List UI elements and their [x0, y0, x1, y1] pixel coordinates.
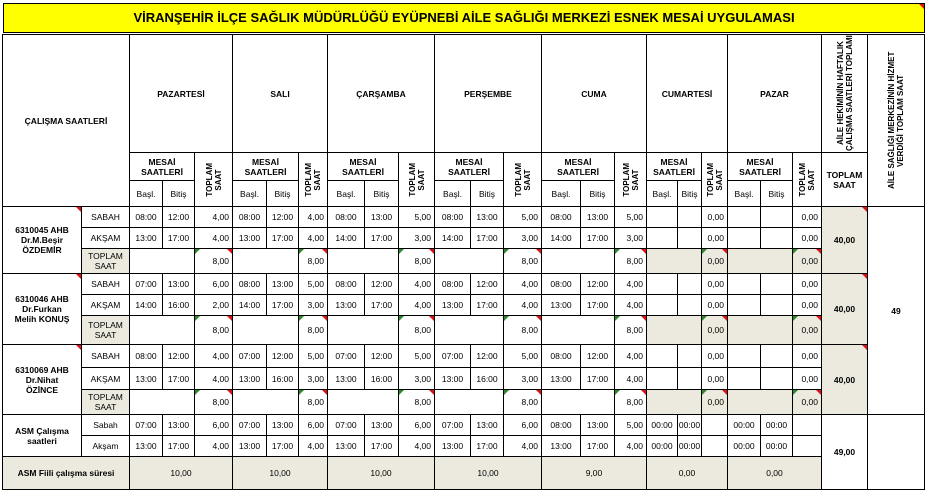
asm-start-time[interactable]: 00:00: [728, 415, 761, 436]
fiili-value: 10,00: [130, 457, 233, 490]
end-time[interactable]: [678, 274, 702, 295]
shift-total: 3,00: [299, 368, 328, 390]
shift-total: 0,00: [793, 345, 822, 368]
end-time[interactable]: [678, 207, 702, 228]
shift-total: 4,00: [195, 368, 233, 390]
toplam-saat-header: [793, 153, 822, 207]
shift-total: 0,00: [793, 295, 822, 316]
asm-shift-total: 6,00: [399, 415, 435, 436]
weekly-total: 40,00: [822, 345, 868, 415]
day-total: 8,00: [299, 390, 328, 415]
mesai-saatleri-header: MESAİ SAATLERİ: [328, 153, 399, 181]
shift-total: 4,00: [399, 295, 435, 316]
end-time[interactable]: [761, 368, 793, 390]
totals-spacer: [647, 390, 702, 415]
totals-spacer: [130, 249, 195, 274]
asm-shift-label: Sabah: [82, 415, 130, 436]
day-total: 8,00: [615, 316, 647, 345]
end-time[interactable]: 17:00: [581, 368, 615, 390]
start-time[interactable]: 13:00: [542, 295, 581, 316]
fiili-value: 9,00: [542, 457, 647, 490]
end-time[interactable]: 13:00: [163, 274, 195, 295]
basl-header: Başl.: [542, 181, 581, 207]
toplam-saat-header: [195, 153, 233, 207]
toplam-saat-label: TOPLAM SAAT: [621, 162, 640, 197]
asm-start-time[interactable]: 13:00: [435, 436, 471, 457]
shift-total: 4,00: [615, 295, 647, 316]
end-time[interactable]: 12:00: [365, 345, 399, 368]
start-time[interactable]: [728, 228, 761, 249]
start-time[interactable]: [728, 368, 761, 390]
toplam-saat-label: TOPLAM SAAT: [513, 162, 532, 197]
asm-weekly-total: 49,00: [822, 415, 868, 490]
end-time[interactable]: 16:00: [471, 368, 504, 390]
asm-end-time[interactable]: 13:00: [267, 415, 299, 436]
start-time[interactable]: [728, 274, 761, 295]
end-time[interactable]: [678, 345, 702, 368]
shift-label: SABAH: [82, 207, 130, 228]
start-time[interactable]: 13:00: [542, 368, 581, 390]
asm-start-time[interactable]: 00:00: [728, 436, 761, 457]
start-time[interactable]: 14:00: [328, 228, 365, 249]
start-time[interactable]: 08:00: [233, 207, 267, 228]
shift-total: 0,00: [702, 228, 728, 249]
end-time[interactable]: 17:00: [365, 295, 399, 316]
day-header: CUMARTESİ: [647, 35, 728, 153]
bitis-header: Bitiş: [163, 181, 195, 207]
end-time[interactable]: 16:00: [365, 368, 399, 390]
asm-end-time[interactable]: 00:00: [761, 436, 793, 457]
fiili-value: 0,00: [728, 457, 822, 490]
end-time[interactable]: [761, 274, 793, 295]
shift-label: AKŞAM: [82, 368, 130, 390]
totals-spacer: [328, 316, 399, 345]
start-time[interactable]: 13:00: [328, 295, 365, 316]
start-time[interactable]: [728, 295, 761, 316]
mesai-saatleri-header: MESAİ SAATLERİ: [233, 153, 299, 181]
asm-start-time[interactable]: 07:00: [435, 415, 471, 436]
shift-total: 5,00: [399, 207, 435, 228]
shift-label: AKŞAM: [82, 228, 130, 249]
basl-header: Başl.: [328, 181, 365, 207]
shift-total: 4,00: [399, 274, 435, 295]
asm-start-time[interactable]: 13:00: [233, 436, 267, 457]
doctor-name: 6310046 AHB Dr.Furkan Melih KONUŞ: [3, 274, 82, 345]
end-time[interactable]: 16:00: [267, 368, 299, 390]
day-header: SALI: [233, 35, 328, 153]
totals-spacer: [728, 316, 793, 345]
start-time[interactable]: 07:00: [328, 345, 365, 368]
start-time[interactable]: 08:00: [435, 207, 471, 228]
asm-end-time[interactable]: 17:00: [365, 436, 399, 457]
end-time[interactable]: 13:00: [471, 207, 504, 228]
weekly-total: 40,00: [822, 207, 868, 274]
basl-header: Başl.: [130, 181, 163, 207]
shift-total: 4,00: [195, 345, 233, 368]
shift-total: 0,00: [702, 295, 728, 316]
bitis-header: Bitiş: [365, 181, 399, 207]
toplam-saat-label: TOPLAM SAAT: [407, 162, 426, 197]
fiili-value: 10,00: [435, 457, 542, 490]
shift-total: 3,00: [615, 228, 647, 249]
start-time[interactable]: [647, 228, 678, 249]
day-total: 0,00: [702, 390, 728, 415]
end-time[interactable]: 17:00: [267, 228, 299, 249]
mesai-saatleri-header: MESAİ SAATLERİ: [130, 153, 195, 181]
end-time[interactable]: [761, 207, 793, 228]
asm-shift-total: [702, 415, 728, 436]
asm-shift-total: 4,00: [399, 436, 435, 457]
basl-header: Başl.: [233, 181, 267, 207]
start-time[interactable]: 08:00: [130, 345, 163, 368]
day-total: 0,00: [793, 390, 822, 415]
totals-spacer: [542, 249, 615, 274]
top-border: [2, 34, 925, 35]
bitis-header: Bitiş: [267, 181, 299, 207]
asm-name: ASM Çalışma saatleri: [3, 415, 82, 457]
start-time[interactable]: [647, 295, 678, 316]
day-total: 0,00: [702, 316, 728, 345]
shift-total: 2,00: [195, 295, 233, 316]
basl-header: Başl.: [647, 181, 678, 207]
start-time[interactable]: 08:00: [130, 207, 163, 228]
end-time[interactable]: 17:00: [581, 228, 615, 249]
start-time[interactable]: 14:00: [233, 295, 267, 316]
start-time[interactable]: 08:00: [233, 274, 267, 295]
start-time[interactable]: 07:00: [435, 345, 471, 368]
calisma-saatleri-header: ÇALIŞMA SAATLERİ: [3, 35, 130, 207]
shift-total: 4,00: [299, 207, 328, 228]
asm-start-time[interactable]: 07:00: [328, 415, 365, 436]
toplam-saat-header: [702, 153, 728, 207]
start-time[interactable]: [647, 345, 678, 368]
basl-header: Başl.: [728, 181, 761, 207]
start-time[interactable]: 13:00: [328, 368, 365, 390]
asm-end-time[interactable]: 00:00: [678, 436, 702, 457]
totals-spacer: [233, 316, 299, 345]
totals-label: TOPLAM SAAT: [82, 316, 130, 345]
start-time[interactable]: 08:00: [542, 207, 581, 228]
start-time[interactable]: 14:00: [542, 228, 581, 249]
asm-shift-label: Akşam: [82, 436, 130, 457]
start-time[interactable]: [647, 368, 678, 390]
shift-total: 0,00: [793, 207, 822, 228]
asm-shift-total: 4,00: [615, 436, 647, 457]
shift-total: 4,00: [299, 228, 328, 249]
merkez-total: 49: [868, 207, 925, 415]
day-total: 8,00: [299, 316, 328, 345]
end-time[interactable]: 17:00: [581, 295, 615, 316]
day-total: 8,00: [195, 249, 233, 274]
asm-end-time[interactable]: 17:00: [581, 436, 615, 457]
haftalik-header: [822, 35, 868, 153]
asm-end-time[interactable]: 13:00: [365, 415, 399, 436]
asm-shift-total: [793, 436, 822, 457]
start-time[interactable]: 13:00: [233, 368, 267, 390]
end-time[interactable]: 13:00: [267, 274, 299, 295]
start-time[interactable]: 08:00: [328, 207, 365, 228]
start-time[interactable]: [647, 207, 678, 228]
end-time[interactable]: [761, 295, 793, 316]
start-time[interactable]: 07:00: [130, 274, 163, 295]
start-time[interactable]: 08:00: [435, 274, 471, 295]
end-time[interactable]: 12:00: [471, 345, 504, 368]
toplam-saat-label: TOPLAM SAAT: [304, 162, 322, 197]
asm-start-time[interactable]: 00:00: [647, 415, 678, 436]
haftalik-header-label: AİLE HEKİMİNİN HAFTALIK ÇALIŞMA SAATLERİ TOPLAMI: [835, 35, 854, 152]
end-time[interactable]: 17:00: [471, 295, 504, 316]
start-time[interactable]: 08:00: [328, 274, 365, 295]
mesai-saatleri-header: MESAİ SAATLERİ: [435, 153, 504, 181]
day-total: 8,00: [504, 390, 542, 415]
asm-end-time[interactable]: 00:00: [761, 415, 793, 436]
end-time[interactable]: [678, 368, 702, 390]
totals-spacer: [728, 249, 793, 274]
doctor-name: 6310069 AHB Dr.Nihat ÖZİNCE: [3, 345, 82, 415]
totals-spacer: [233, 390, 299, 415]
mesai-saatleri-header: MESAİ SAATLERİ: [542, 153, 615, 181]
totals-spacer: [647, 316, 702, 345]
toplam-saat-header: [399, 153, 435, 207]
end-time[interactable]: 17:00: [163, 368, 195, 390]
start-time[interactable]: [728, 345, 761, 368]
asm-end-time[interactable]: 00:00: [678, 415, 702, 436]
shift-total: 5,00: [615, 207, 647, 228]
totals-spacer: [542, 390, 615, 415]
end-time[interactable]: 12:00: [163, 207, 195, 228]
asm-end-time[interactable]: 13:00: [163, 415, 195, 436]
shift-total: 3,00: [299, 295, 328, 316]
shift-total: 0,00: [793, 228, 822, 249]
totals-spacer: [328, 390, 399, 415]
left-border: [2, 35, 3, 490]
asm-end-time[interactable]: 13:00: [581, 415, 615, 436]
mesai-saatleri-header: MESAİ SAATLERİ: [647, 153, 702, 181]
end-time[interactable]: 13:00: [581, 207, 615, 228]
asm-shift-total: 5,00: [615, 415, 647, 436]
basl-header: Başl.: [435, 181, 471, 207]
totals-spacer: [130, 316, 195, 345]
end-time[interactable]: 12:00: [267, 345, 299, 368]
asm-end-time[interactable]: 17:00: [163, 436, 195, 457]
end-time[interactable]: 12:00: [581, 274, 615, 295]
shift-total: 5,00: [504, 345, 542, 368]
shift-total: 3,00: [504, 368, 542, 390]
day-total: 8,00: [615, 249, 647, 274]
start-time[interactable]: 08:00: [542, 345, 581, 368]
totals-spacer: [728, 390, 793, 415]
shift-total: 5,00: [399, 345, 435, 368]
asm-start-time[interactable]: 07:00: [233, 415, 267, 436]
start-time[interactable]: [647, 274, 678, 295]
fiili-value: 10,00: [328, 457, 435, 490]
start-time[interactable]: 14:00: [130, 295, 163, 316]
totals-spacer: [435, 316, 504, 345]
fiili-value: 0,00: [647, 457, 728, 490]
asm-shift-total: 6,00: [195, 415, 233, 436]
totals-label: TOPLAM SAAT: [82, 390, 130, 415]
shift-label: SABAH: [82, 274, 130, 295]
toplam-saat-header: [504, 153, 542, 207]
shift-total: 3,00: [504, 228, 542, 249]
shift-total: 0,00: [793, 368, 822, 390]
asm-start-time[interactable]: 08:00: [542, 415, 581, 436]
merkez-header-label: AİLE SAĞLIĞI MERKEZİNİN HİZMET VERDİĞİ TOPLAM SAAT: [887, 51, 905, 190]
asm-end-time[interactable]: 17:00: [267, 436, 299, 457]
shift-label: SABAH: [82, 345, 130, 368]
start-time[interactable]: 14:00: [435, 228, 471, 249]
end-time[interactable]: 13:00: [365, 207, 399, 228]
merkez-header: [868, 35, 925, 207]
day-total: 8,00: [399, 390, 435, 415]
start-time[interactable]: 13:00: [233, 228, 267, 249]
totals-spacer: [130, 390, 195, 415]
asm-end-time[interactable]: 17:00: [471, 436, 504, 457]
shift-total: 4,00: [195, 207, 233, 228]
day-total: 0,00: [793, 249, 822, 274]
start-time[interactable]: 13:00: [435, 368, 471, 390]
start-time[interactable]: 13:00: [435, 295, 471, 316]
day-header: ÇARŞAMBA: [328, 35, 435, 153]
shift-total: 4,00: [615, 274, 647, 295]
day-header: PERŞEMBE: [435, 35, 542, 153]
end-time[interactable]: [678, 295, 702, 316]
end-time[interactable]: 12:00: [471, 274, 504, 295]
shift-total: 4,00: [504, 295, 542, 316]
end-time[interactable]: 12:00: [267, 207, 299, 228]
shift-label: AKŞAM: [82, 295, 130, 316]
asm-start-time[interactable]: 07:00: [130, 415, 163, 436]
shift-total: 0,00: [702, 207, 728, 228]
day-total: 8,00: [399, 316, 435, 345]
page-title: VİRANŞEHİR İLÇE SAĞLIK MÜDÜRLÜĞÜ EYÜPNEBİ AİLE SAĞLIĞI MERKEZİ ESNEK MESAİ UYGULAMASI: [3, 3, 925, 33]
shift-total: 5,00: [299, 274, 328, 295]
start-time[interactable]: 08:00: [542, 274, 581, 295]
bitis-header: Bitiş: [581, 181, 615, 207]
start-time[interactable]: 13:00: [130, 228, 163, 249]
fiili-label: ASM Fiili çalışma süresi: [3, 457, 130, 490]
day-header: CUMA: [542, 35, 647, 153]
shift-total: 5,00: [504, 207, 542, 228]
shift-total: 4,00: [195, 228, 233, 249]
totals-spacer: [542, 316, 615, 345]
shift-total: 0,00: [702, 368, 728, 390]
asm-shift-total: 6,00: [299, 415, 328, 436]
day-total: 0,00: [702, 249, 728, 274]
asm-end-time[interactable]: 13:00: [471, 415, 504, 436]
day-total: 8,00: [504, 249, 542, 274]
end-time[interactable]: 12:00: [581, 345, 615, 368]
bitis-header: Bitiş: [678, 181, 702, 207]
asm-start-time[interactable]: 13:00: [542, 436, 581, 457]
start-time[interactable]: 13:00: [130, 368, 163, 390]
toplam-saat-header: [615, 153, 647, 207]
fiili-value: 10,00: [233, 457, 328, 490]
day-total: 8,00: [195, 390, 233, 415]
day-total: 8,00: [504, 316, 542, 345]
shift-total: 6,00: [195, 274, 233, 295]
shift-total: 3,00: [399, 228, 435, 249]
asm-start-time[interactable]: 13:00: [130, 436, 163, 457]
day-header: PAZAR: [728, 35, 822, 153]
totals-spacer: [233, 249, 299, 274]
end-time[interactable]: 17:00: [365, 228, 399, 249]
shift-total: 4,00: [504, 274, 542, 295]
toplam-saat-label: TOPLAM SAAT: [798, 162, 816, 197]
shift-total: 4,00: [615, 368, 647, 390]
totals-spacer: [328, 249, 399, 274]
totals-spacer: [647, 249, 702, 274]
toplam-saat-label: TOPLAM SAAT: [705, 162, 724, 197]
day-total: 8,00: [615, 390, 647, 415]
shift-total: 0,00: [702, 345, 728, 368]
blank-cell: [868, 415, 925, 490]
end-time[interactable]: 17:00: [471, 228, 504, 249]
end-time[interactable]: 17:00: [163, 228, 195, 249]
asm-shift-total: [793, 415, 822, 436]
asm-shift-total: 4,00: [504, 436, 542, 457]
asm-shift-total: 4,00: [299, 436, 328, 457]
day-total: 8,00: [399, 249, 435, 274]
end-time[interactable]: [761, 228, 793, 249]
weekly-total: 40,00: [822, 274, 868, 345]
end-time[interactable]: [678, 228, 702, 249]
end-time[interactable]: 12:00: [163, 345, 195, 368]
day-total: 0,00: [793, 316, 822, 345]
asm-shift-total: [702, 436, 728, 457]
bitis-header: Bitiş: [471, 181, 504, 207]
totals-spacer: [435, 390, 504, 415]
totals-label: TOPLAM SAAT: [82, 249, 130, 274]
asm-start-time[interactable]: 13:00: [328, 436, 365, 457]
start-time[interactable]: 07:00: [233, 345, 267, 368]
day-total: 8,00: [299, 249, 328, 274]
start-time[interactable]: [728, 207, 761, 228]
mesai-saatleri-header: MESAİ SAATLERİ: [728, 153, 793, 181]
asm-shift-total: 4,00: [195, 436, 233, 457]
doctor-name: 6310045 AHB Dr.M.Beşir ÖZDEMİR: [3, 207, 82, 274]
end-time[interactable]: 16:00: [163, 295, 195, 316]
toplam-saat-header: [299, 153, 328, 207]
totals-spacer: [435, 249, 504, 274]
shift-total: 0,00: [793, 274, 822, 295]
bitis-header: Bitiş: [761, 181, 793, 207]
day-header: PAZARTESİ: [130, 35, 233, 153]
toplam-saat-col-header: TOPLAM SAAT: [822, 153, 868, 207]
shift-total: 0,00: [702, 274, 728, 295]
asm-start-time[interactable]: 00:00: [647, 436, 678, 457]
end-time[interactable]: 17:00: [267, 295, 299, 316]
toplam-saat-label: TOPLAM SAAT: [204, 162, 223, 197]
shift-total: 4,00: [615, 345, 647, 368]
end-time[interactable]: 12:00: [365, 274, 399, 295]
shift-total: 3,00: [399, 368, 435, 390]
shift-total: 5,00: [299, 345, 328, 368]
end-time[interactable]: [761, 345, 793, 368]
day-total: 8,00: [195, 316, 233, 345]
asm-shift-total: 6,00: [504, 415, 542, 436]
